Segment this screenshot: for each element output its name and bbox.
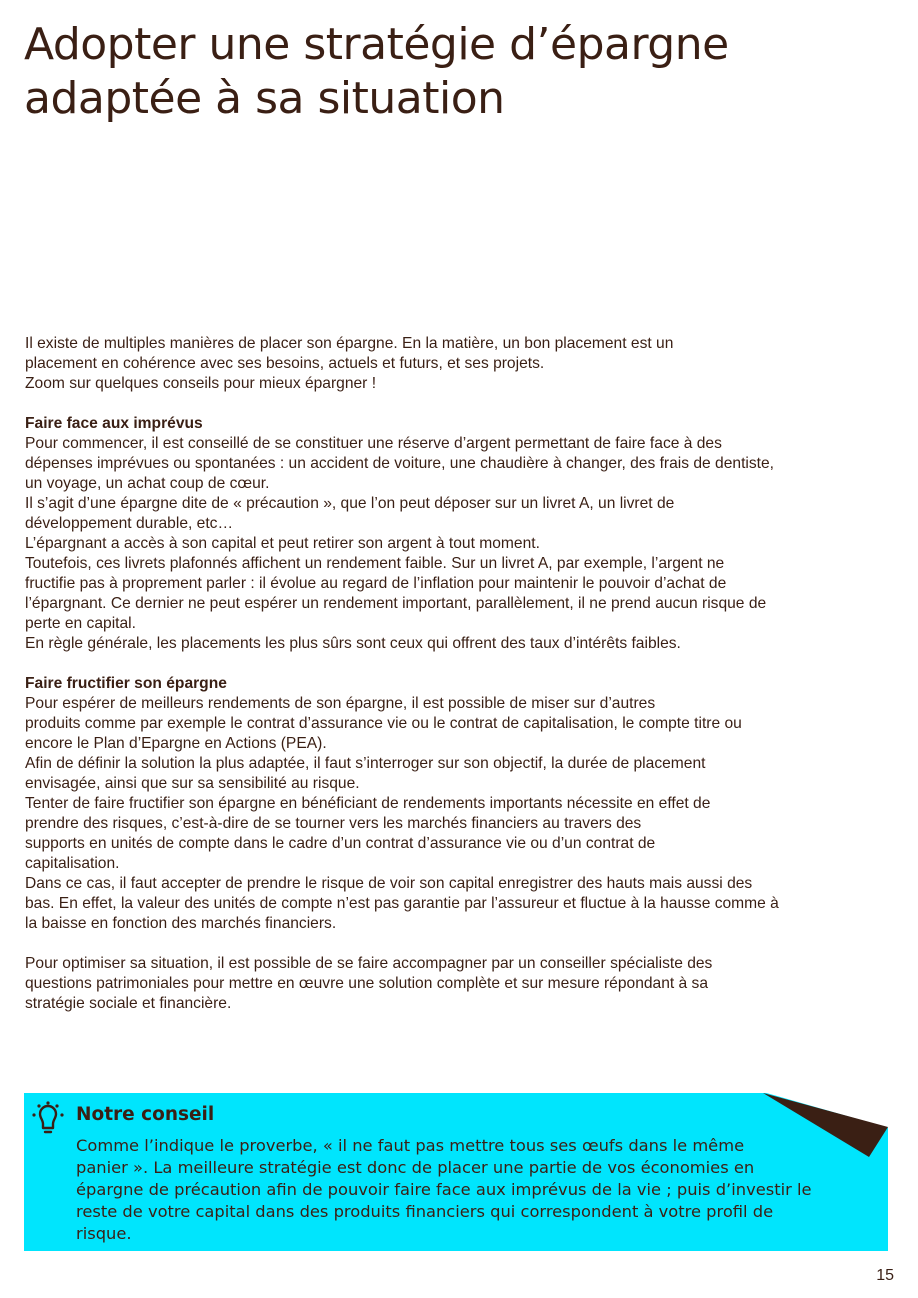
text-line: produits comme par exemple le contrat d’assurance vie ou le contrat de capitalisation, le compte titre ou	[25, 715, 742, 732]
intro-paragraph	[25, 334, 905, 394]
text-line: reste de votre capital dans des produits financiers qui correspondent à votre profil de	[76, 1202, 774, 1221]
text-line: capitalisation.	[25, 855, 120, 872]
spacer	[25, 654, 905, 674]
text-line: Pour espérer de meilleurs rendements de son épargne, il est possible de miser sur d’autres	[25, 695, 656, 712]
title-line: adaptée à sa situation	[24, 73, 505, 124]
text-line: Comme l’indique le proverbe, « il ne faut pas mettre tous ses œufs dans le même	[76, 1136, 745, 1155]
text-line: stratégie sociale et financière.	[25, 995, 232, 1012]
text-line: Dans ce cas, il faut accepter de prendre le risque de voir son capital enregistrer des hauts mais aussi des	[25, 875, 753, 892]
text-line: perte en capital.	[25, 615, 136, 632]
article-body	[25, 334, 905, 1014]
lightbulb-icon	[32, 1101, 64, 1135]
page-title	[24, 18, 904, 126]
text-line: bas. En effet, la valeur des unités de compte n’est pas garantie par l’assureur et fluctue à la hausse comme à	[25, 895, 779, 912]
section-heading: Faire face aux imprévus	[25, 415, 203, 432]
text-line: encore le Plan d’Epargne en Actions (PEA).	[25, 735, 327, 752]
text-line: envisagée, ainsi que sur sa sensibilité au risque.	[25, 775, 360, 792]
text-line: épargne de précaution afin de pouvoir faire face aux imprévus de la vie ; puis d’investir le	[76, 1180, 812, 1199]
text-line: supports en unités de compte dans le cadre d’un contrat d’assurance vie ou d’un contrat de	[25, 835, 656, 852]
text-line: l’épargnant. Ce dernier ne peut espérer un rendement important, parallèlement, il ne prend aucun risque de	[25, 595, 767, 612]
tip-title: Notre conseil	[76, 1104, 215, 1125]
text-line: fructifie pas à proprement parler : il évolue au regard de l’inflation pour maintenir le pouvoir d’achat de	[25, 575, 727, 592]
text-line: Toutefois, ces livrets plafonnés affichent un rendement faible. Sur un livret A, par exemple, l’argent ne	[25, 555, 725, 572]
text-line: Afin de définir la solution la plus adaptée, il faut s’interroger sur son objectif, la durée de placement	[25, 755, 706, 772]
text-line: dépenses imprévues ou spontanées : un accident de voiture, une chaudière à changer, des frais de dentiste,	[25, 455, 774, 472]
text-line: prendre des risques, c’est-à-dire de se tourner vers les marchés financiers au travers des	[25, 815, 642, 832]
text-line: questions patrimoniales pour mettre en œuvre une solution complète et sur mesure répondant à sa	[25, 975, 709, 992]
text-line: risque.	[76, 1224, 132, 1243]
section-imprevus	[25, 414, 905, 654]
text-line: développement durable, etc…	[25, 515, 234, 532]
text-line: placement en cohérence avec ses besoins, actuels et futurs, et ses projets.	[25, 355, 545, 372]
section-heading: Faire fructifier son épargne	[25, 675, 227, 692]
text-line: Il s’agit d’une épargne dite de « précaution », que l’on peut déposer sur un livret A, un livret de	[25, 495, 675, 512]
section-fructifier	[25, 674, 905, 934]
text-line: Il existe de multiples manières de placer son épargne. En la matière, un bon placement est un	[25, 335, 674, 352]
text-line: Pour optimiser sa situation, il est possible de se faire accompagner par un conseiller spécialiste des	[25, 955, 713, 972]
text-line: un voyage, un achat coup de cœur.	[25, 475, 270, 492]
text-line: Pour commencer, il est conseillé de se constituer une réserve d’argent permettant de faire face à des	[25, 435, 722, 452]
text-line: Zoom sur quelques conseils pour mieux épargner !	[25, 375, 377, 392]
title-line: Adopter une stratégie d’épargne	[24, 19, 729, 70]
text-line: En règle générale, les placements les plus sûrs sont ceux qui offrent des taux d’intérêts faibles.	[25, 635, 681, 652]
text-line: L’épargnant a accès à son capital et peut retirer son argent à tout moment.	[25, 535, 540, 552]
text-line: la baisse en fonction des marchés financiers.	[25, 915, 337, 932]
spacer	[25, 934, 905, 954]
text-line: panier ». La meilleure stratégie est donc de placer une partie de vos économies en	[76, 1158, 755, 1177]
tip-text	[76, 1135, 866, 1245]
conclusion-paragraph	[25, 954, 905, 1014]
spacer	[25, 394, 905, 414]
tip-box	[24, 1093, 888, 1251]
text-line: Tenter de faire fructifier son épargne en bénéficiant de rendements importants nécessite en effet de	[25, 795, 711, 812]
page-number: 15	[876, 1267, 894, 1284]
